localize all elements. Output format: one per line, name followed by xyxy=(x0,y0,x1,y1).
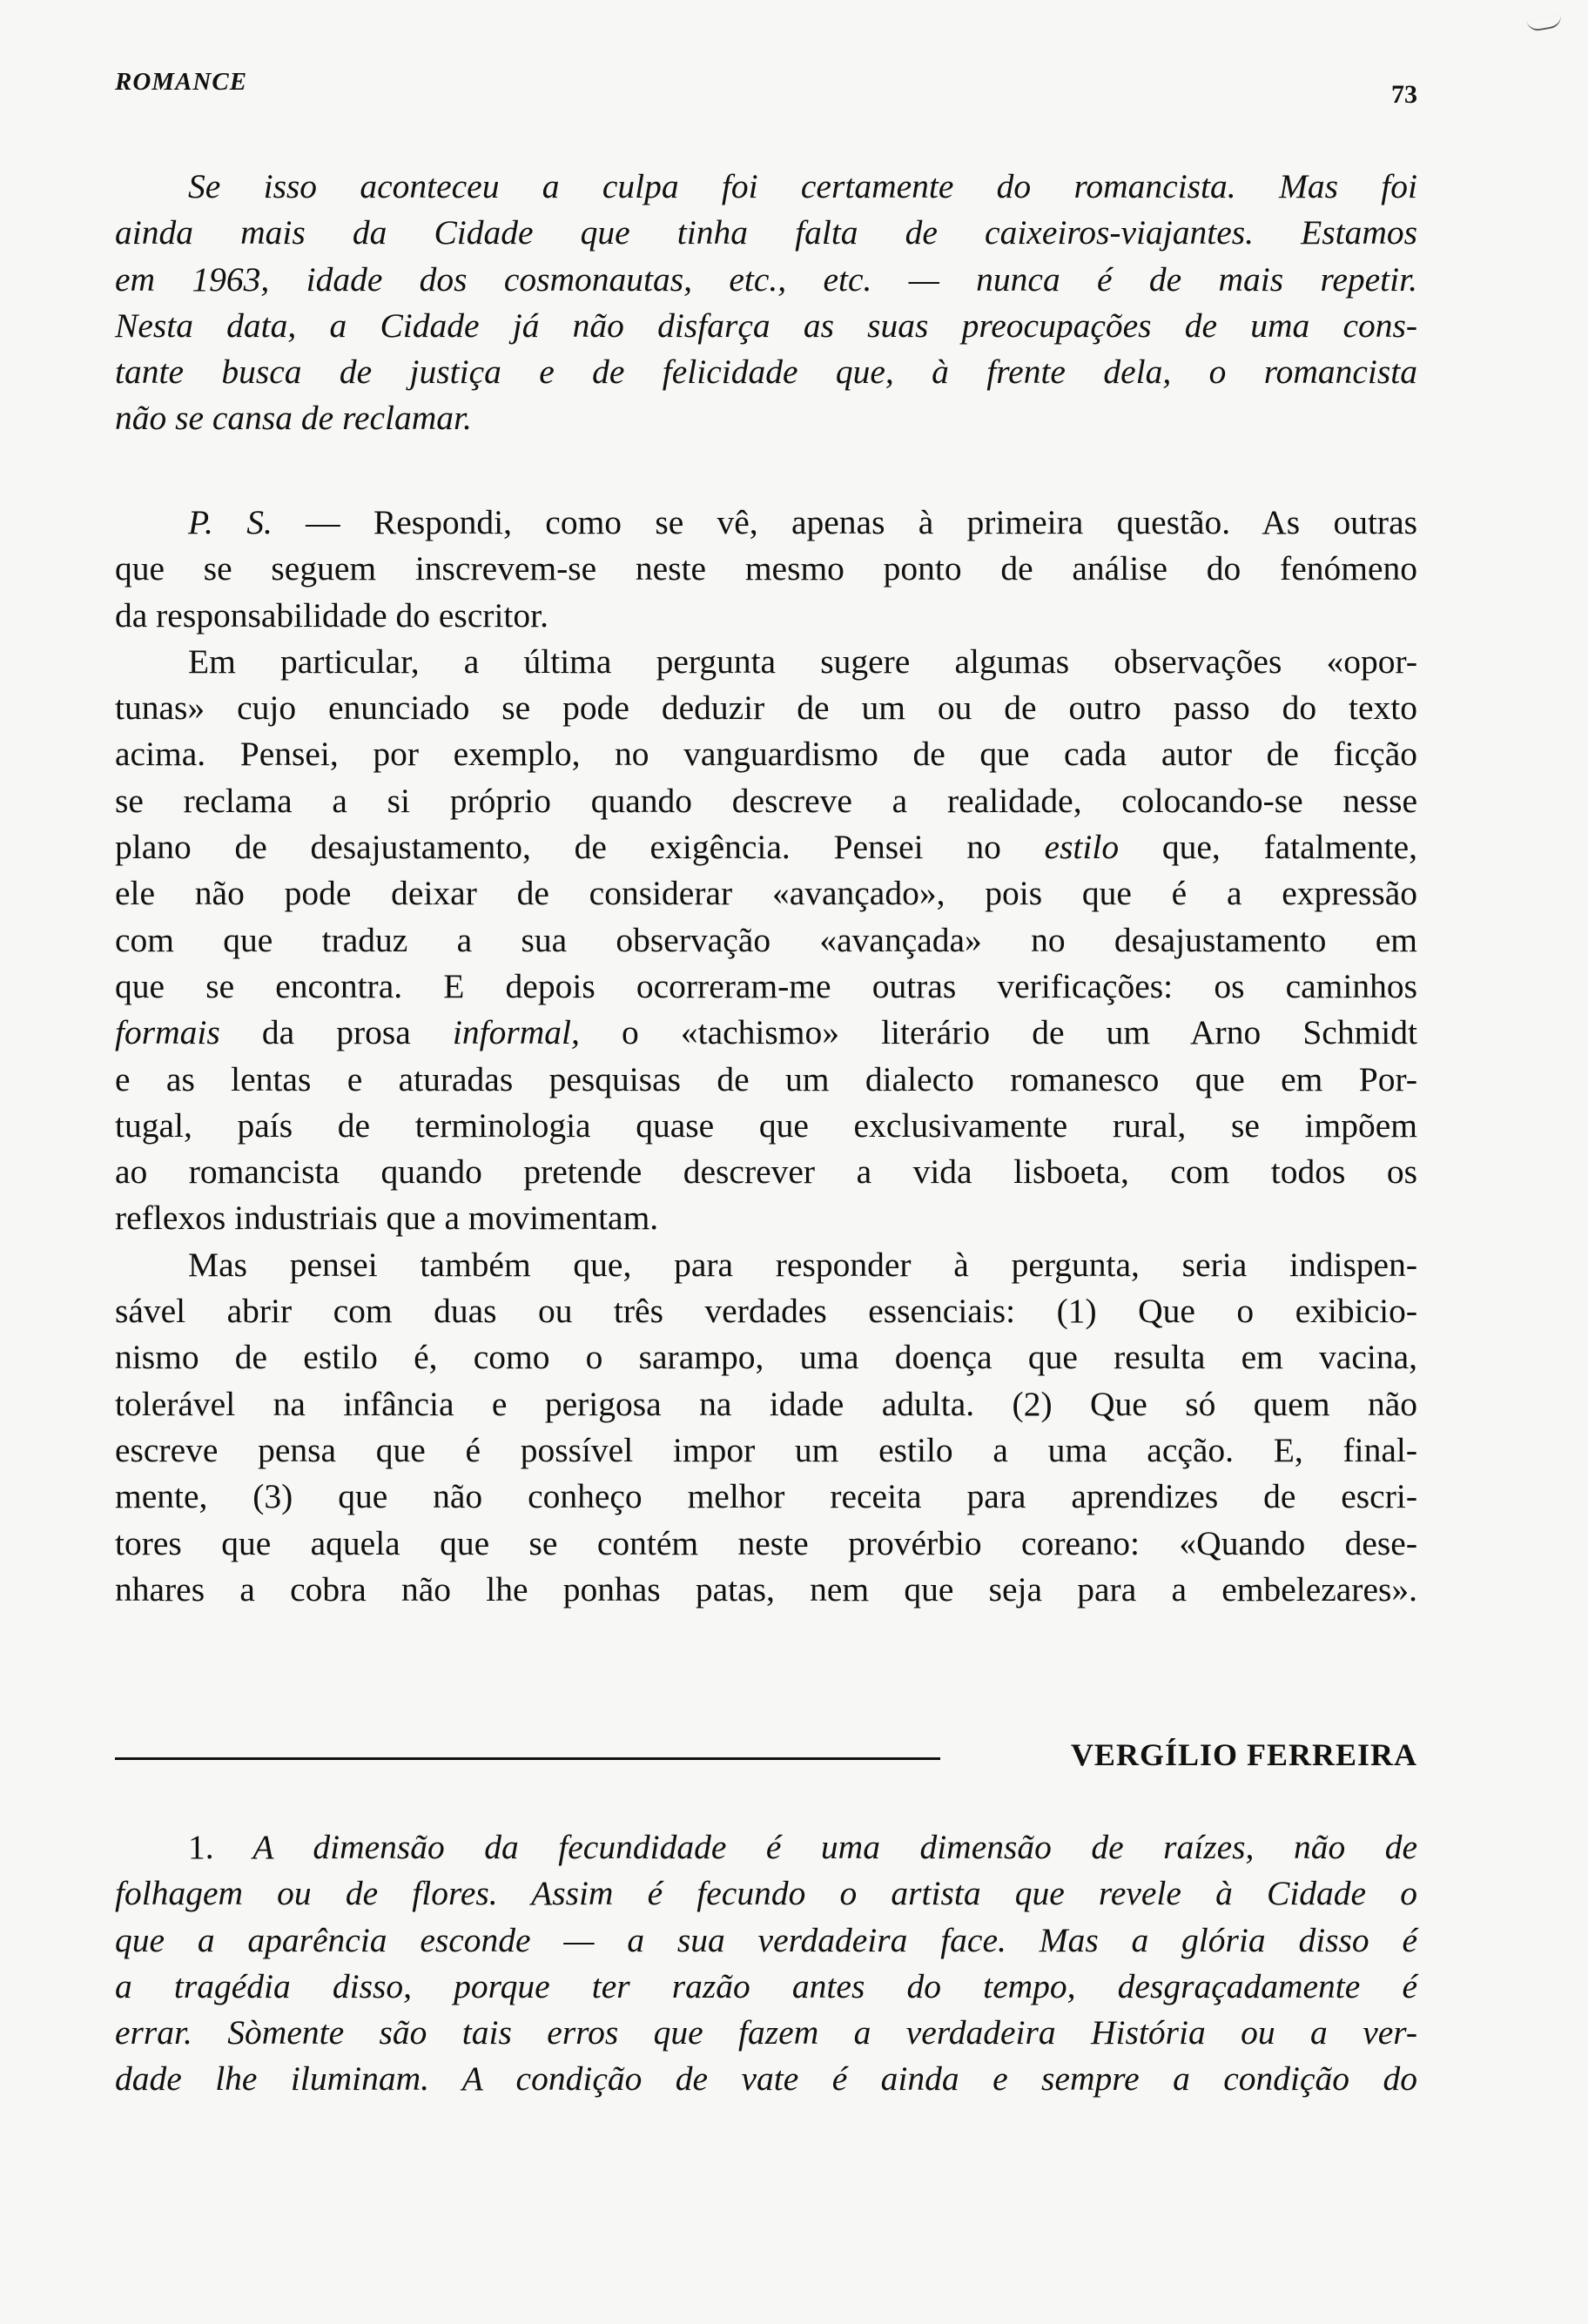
text-line: reflexos industriais que a movimentam. xyxy=(115,1199,659,1238)
text-line: da responsabilidade do escritor. xyxy=(115,595,548,635)
text-line: escreve pensa que é possível impor um estilo a uma acção. E, final- xyxy=(115,1430,1417,1469)
text-line: Mas pensei também que, para responder à pergunta, seria indispen- xyxy=(188,1245,1417,1284)
text-line: que se seguem inscrevem-se neste mesmo ponto de análise do fenómeno xyxy=(115,549,1417,588)
text-line: tores que aquela que se contém neste provérbio coreano: «Quando dese- xyxy=(115,1523,1417,1562)
text-line: Em particular, a última pergunta sugere algumas observações «opor- xyxy=(188,641,1417,681)
text-line: Se isso aconteceu a culpa foi certamente do romancista. Mas foi xyxy=(188,167,1417,205)
postscript-section xyxy=(115,500,1417,1613)
text-line: tugal, país de terminologia quase que exclusivamente rural, se impõem xyxy=(115,1105,1417,1145)
text-line: ele não pode deixar de considerar «avançado», pois que é a expressão xyxy=(115,874,1417,913)
page-header xyxy=(115,61,1417,113)
text-line: nhares a cobra não lhe ponhas patas, nem que seja para a embelezares». xyxy=(115,1569,1417,1609)
text-line: tante busca de justiça e de felicidade que, à frente dela, o romancista xyxy=(115,353,1417,392)
text-line: formais da prosa informal, o «tachismo» literário de um Arno Schmidt xyxy=(115,1013,1418,1052)
ps-label: P. S. xyxy=(188,503,273,541)
text-line: 1. A dimensão da fecundidade é uma dimensão de raízes, não de xyxy=(188,1828,1417,1866)
text-line: sável abrir com duas ou três verdades essenciais: (1) Que o exibicio- xyxy=(115,1292,1417,1331)
text-line: dade lhe iluminam. A condição de vate é ainda e sempre a condição do xyxy=(115,2059,1417,2099)
paragraph-italic-conclusion xyxy=(115,164,1417,442)
text-line: nismo de estilo é, como o sarampo, uma doença que resulta em vacina, xyxy=(115,1338,1417,1377)
text-line: errar. Sòmente são tais erros que fazem a verdadeira História ou a ver- xyxy=(115,2013,1417,2052)
text-line: mente, (3) que não conheço melhor receita para aprendizes de escri- xyxy=(115,1477,1417,1516)
text-line: folhagem ou de flores. Assim é fecundo o artista que revele à Cidade o xyxy=(115,1874,1417,1913)
text-line: que se encontra. E depois ocorreram-me outras verificações: os caminhos xyxy=(115,966,1417,1005)
page-number: 73 xyxy=(1391,80,1417,109)
text-line: em 1963, idade dos cosmonautas, etc., etc. — nunca é de mais repetir. xyxy=(115,259,1417,299)
text-line: se reclama a si próprio quando descreve a realidade, colocando-se nesse xyxy=(115,781,1417,820)
horizontal-rule xyxy=(115,1757,940,1760)
text-line: P. S. — Respondi, como se vê, apenas à primeira questão. As outras xyxy=(188,503,1417,541)
author-name: VERGÍLIO FERREIRA xyxy=(1070,1737,1417,1772)
text-line: a tragédia disso, porque ter razão antes do tempo, desgraçadamente é xyxy=(115,1966,1417,2005)
text-line: ainda mais da Cidade que tinha falta de caixeiros-viajantes. Estamos xyxy=(115,213,1417,252)
scan-mark xyxy=(1526,15,1563,33)
author-separator xyxy=(115,1736,1417,1780)
text-line: que a aparência esconde — a sua verdadeira face. Mas a glória disso é xyxy=(115,1920,1417,1959)
text-line: tunas» cujo enunciado se pode deduzir de um ou de outro passo do texto xyxy=(115,688,1417,728)
text-line: Nesta data, a Cidade já não disfarça as suas preocupações de uma cons- xyxy=(115,306,1417,345)
text-line: e as lentas e aturadas pesquisas de um dialecto romanesco que em Por- xyxy=(115,1059,1417,1098)
text-line: ao romancista quando pretende descrever a vida lisboeta, com todos os xyxy=(115,1152,1417,1192)
running-head: ROMANCE xyxy=(115,68,248,96)
item-number: 1. xyxy=(188,1828,214,1866)
italic-word: formais xyxy=(115,1013,220,1052)
text-line: com que traduz a sua observação «avançada» no desajustamento em xyxy=(115,920,1417,959)
text-line: plano de desajustamento, de exigência. Pensei no estilo que, fatalmente, xyxy=(115,828,1417,867)
italic-word: informal, xyxy=(452,1013,580,1052)
text-line: não se cansa de reclamar. xyxy=(115,399,472,438)
text-line: tolerável na infância e perigosa na idade adulta. (2) Que só quem não xyxy=(115,1384,1417,1423)
text-line: acima. Pensei, por exemplo, no vanguardismo de que cada autor de ficção xyxy=(115,735,1417,774)
italic-word: estilo xyxy=(1044,828,1120,867)
answer-section xyxy=(115,1824,1417,2103)
